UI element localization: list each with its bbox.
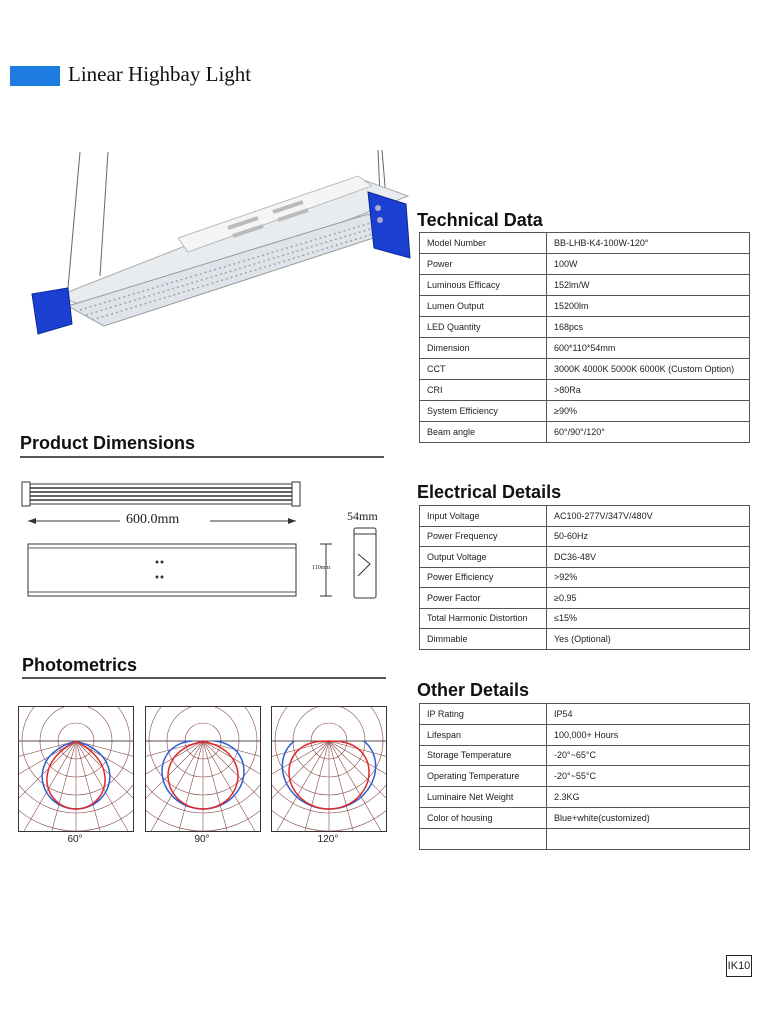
dimension-drawing	[20, 478, 390, 608]
polar-grid-line	[203, 741, 260, 831]
spec-value: AC100-277V/347V/480V	[547, 506, 750, 527]
spec-key: Dimmable	[420, 629, 547, 650]
spec-row	[420, 807, 750, 828]
spec-key: Input Voltage	[420, 506, 547, 527]
spec-row	[420, 766, 750, 787]
polar-grid-line	[272, 741, 329, 801]
polar-grid-line	[203, 741, 260, 801]
technical-data-heading: Technical Data	[417, 210, 543, 230]
spec-key: CCT	[420, 359, 547, 380]
spec-key: Model Number	[420, 233, 547, 254]
spec-row	[420, 745, 750, 766]
spec-row	[420, 608, 750, 629]
polar-chart-2	[145, 706, 261, 832]
spec-row	[420, 526, 750, 547]
polar-grid-line	[329, 741, 360, 831]
spec-value: Blue+white(customized)	[547, 807, 750, 828]
width-dimension-label: 110mm	[312, 565, 331, 571]
spec-key: Luminaire Net Weight	[420, 787, 547, 808]
spec-value: BB-LHB-K4-100W-120°	[547, 233, 750, 254]
spec-value: -20°~55°C	[547, 766, 750, 787]
spec-row	[420, 629, 750, 650]
polar-grid-line	[329, 741, 386, 801]
spec-key: LED Quantity	[420, 317, 547, 338]
polar-grid-line	[329, 741, 386, 831]
spec-value: Yes (Optional)	[547, 629, 750, 650]
spec-key: Power Frequency	[420, 526, 547, 547]
spec-row	[420, 254, 750, 275]
spec-row	[420, 506, 750, 527]
spec-row	[420, 233, 750, 254]
spec-row	[420, 547, 750, 568]
page-title: Linear Highbay Light	[68, 62, 252, 86]
spec-key: Lifespan	[420, 724, 547, 745]
spec-key	[420, 828, 547, 849]
spec-key: CRI	[420, 380, 547, 401]
polar-grid-line	[76, 741, 107, 831]
electrical-details-heading: Electrical Details	[417, 482, 562, 502]
technical-data-table	[419, 232, 750, 443]
spec-value: 3000K 4000K 5000K 6000K (Custom Option)	[547, 359, 750, 380]
polar-chart-label: 120°	[317, 834, 339, 845]
other-details-heading: Other Details	[417, 680, 530, 700]
spec-row	[420, 828, 750, 849]
spec-row	[420, 275, 750, 296]
spec-key: Power Factor	[420, 588, 547, 609]
spec-key: Power Efficiency	[420, 567, 547, 588]
photometrics-heading: Photometrics	[22, 655, 138, 675]
spec-row	[420, 422, 750, 443]
spec-value: 50-60Hz	[547, 526, 750, 547]
photometrics-rule	[22, 677, 386, 679]
spec-value: 600*110*54mm	[547, 338, 750, 359]
spec-value: DC36-48V	[547, 547, 750, 568]
spec-row	[420, 296, 750, 317]
polar-chart-3	[271, 706, 387, 832]
spec-row	[420, 787, 750, 808]
title-accent-bar	[10, 66, 60, 86]
spec-value: 168pcs	[547, 317, 750, 338]
spec-row	[420, 588, 750, 609]
spec-value	[547, 828, 750, 849]
spec-value: 60°/90°/120°	[547, 422, 750, 443]
spec-value: 100,000+ Hours	[547, 724, 750, 745]
spec-row	[420, 401, 750, 422]
spec-value: >80Ra	[547, 380, 750, 401]
spec-key: Operating Temperature	[420, 766, 547, 787]
spec-value: ≤15%	[547, 608, 750, 629]
spec-value: ≥90%	[547, 401, 750, 422]
spec-value: >92%	[547, 567, 750, 588]
spec-key: Output Voltage	[420, 547, 547, 568]
polar-chart-label: 60°	[67, 834, 83, 845]
spec-row	[420, 359, 750, 380]
other-details-table	[419, 703, 750, 850]
spec-key: Luminous Efficacy	[420, 275, 547, 296]
spec-key: System Efficiency	[420, 401, 547, 422]
spec-key: Lumen Output	[420, 296, 547, 317]
spec-value: 2.3KG	[547, 787, 750, 808]
spec-row	[420, 567, 750, 588]
spec-key: IP Rating	[420, 704, 547, 725]
spec-value: IP54	[547, 704, 750, 725]
spec-row	[420, 724, 750, 745]
spec-value: ≥0.95	[547, 588, 750, 609]
spec-row	[420, 338, 750, 359]
spec-key: Power	[420, 254, 547, 275]
spec-key: Color of housing	[420, 807, 547, 828]
polar-grid-line	[298, 741, 329, 831]
product-image	[28, 148, 418, 338]
polar-chart-1	[18, 706, 134, 832]
length-dimension-label: 600.0mm	[126, 512, 180, 527]
product-dimensions-heading: Product Dimensions	[20, 433, 196, 453]
polar-grid-line	[45, 741, 76, 831]
spec-value: -20°~65°C	[547, 745, 750, 766]
polar-grid-line	[146, 741, 203, 831]
spec-value: 152lm/W	[547, 275, 750, 296]
spec-value: 100W	[547, 254, 750, 275]
spec-key: Storage Temperature	[420, 745, 547, 766]
polar-grid-line	[146, 741, 203, 801]
product-dimensions-rule	[20, 456, 384, 458]
spec-value: 15200lm	[547, 296, 750, 317]
electrical-details-table	[419, 505, 750, 650]
depth-dimension-label: 54mm	[347, 509, 378, 523]
spec-row	[420, 380, 750, 401]
spec-key: Beam angle	[420, 422, 547, 443]
polar-chart-label: 90°	[194, 834, 210, 845]
spec-row	[420, 317, 750, 338]
spec-row	[420, 704, 750, 725]
polar-grid-line	[272, 741, 329, 831]
spec-key: Total Harmonic Distortion	[420, 608, 547, 629]
ik-rating-badge: IK10	[726, 955, 752, 977]
spec-key: Dimension	[420, 338, 547, 359]
